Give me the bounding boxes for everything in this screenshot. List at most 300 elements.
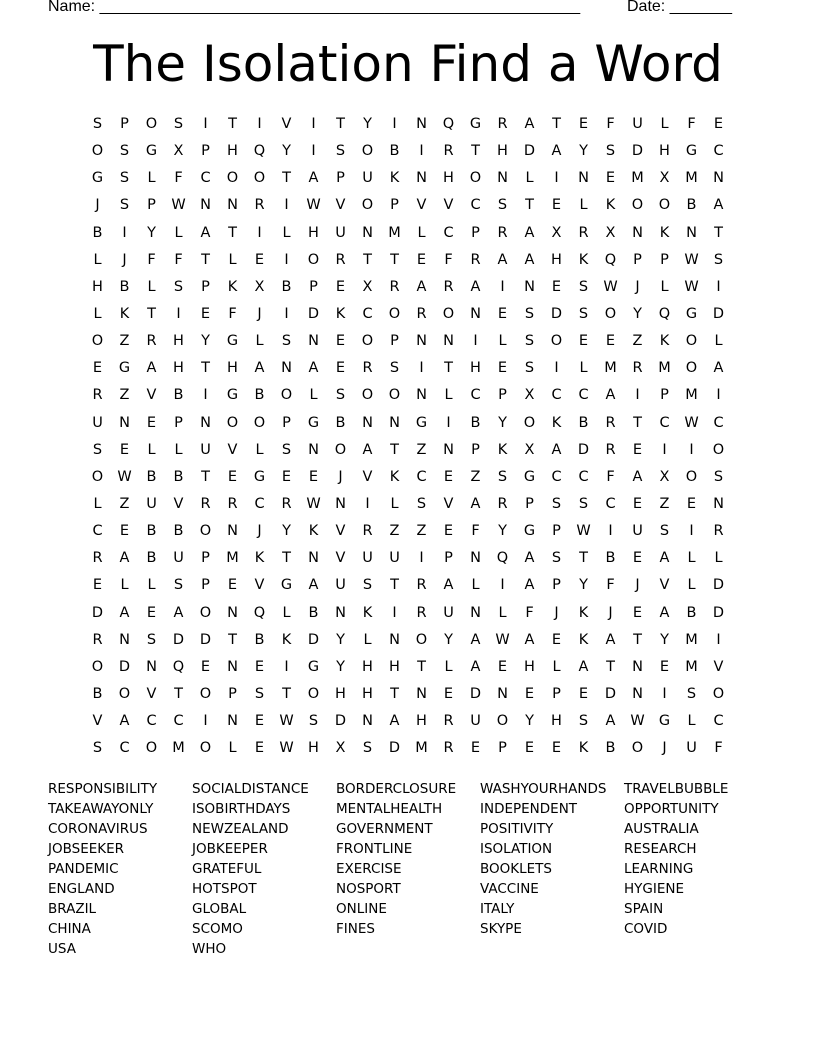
grid-letter[interactable]: G [523, 468, 536, 485]
grid-letter[interactable]: V [416, 197, 427, 214]
grid-letter[interactable]: D [199, 631, 212, 648]
grid-letter[interactable]: N [632, 685, 643, 702]
grid-letter[interactable]: A [605, 387, 616, 404]
grid-letter[interactable]: H [308, 740, 319, 757]
grid-letter[interactable]: S [497, 468, 508, 485]
grid-letter[interactable]: O [199, 604, 212, 621]
grid-letter[interactable]: N [578, 170, 589, 187]
grid-letter[interactable]: W [684, 414, 699, 431]
grid-letter[interactable]: R [443, 713, 454, 730]
grid-letter[interactable]: B [254, 631, 265, 648]
grid-letter[interactable]: R [632, 360, 643, 377]
grid-letter[interactable]: K [389, 170, 400, 187]
grid-letter[interactable]: N [632, 658, 643, 675]
grid-letter[interactable]: S [524, 333, 535, 350]
grid-letter[interactable]: K [659, 333, 670, 350]
grid-letter[interactable]: V [146, 387, 157, 404]
grid-letter[interactable]: O [118, 685, 131, 702]
grid-letter[interactable]: G [91, 170, 104, 187]
grid-letter[interactable]: E [605, 333, 616, 350]
grid-letter[interactable]: O [199, 523, 212, 540]
grid-letter[interactable]: S [281, 441, 292, 458]
grid-letter[interactable]: C [470, 387, 481, 404]
grid-letter[interactable]: E [443, 685, 454, 702]
grid-letter[interactable]: I [635, 387, 640, 404]
grid-letter[interactable]: D [712, 305, 725, 322]
grid-letter[interactable]: J [635, 577, 640, 594]
grid-letter[interactable]: D [523, 143, 536, 160]
grid-letter[interactable]: L [93, 495, 102, 512]
grid-letter[interactable]: L [687, 550, 696, 567]
grid-letter[interactable]: F [228, 305, 237, 322]
grid-letter[interactable]: O [253, 414, 266, 431]
grid-letter[interactable]: E [92, 577, 103, 594]
grid-letter[interactable]: C [146, 713, 157, 730]
grid-letter[interactable]: R [416, 604, 427, 621]
grid-letter[interactable]: N [416, 116, 427, 132]
grid-letter[interactable]: S [578, 305, 589, 322]
grid-letter[interactable]: O [91, 143, 104, 160]
grid-letter[interactable]: B [254, 387, 265, 404]
grid-letter[interactable]: C [443, 224, 454, 241]
grid-letter[interactable]: N [119, 631, 130, 648]
grid-letter[interactable]: U [335, 224, 346, 241]
grid-letter[interactable]: L [147, 577, 156, 594]
grid-letter[interactable]: A [254, 360, 265, 377]
grid-letter[interactable]: T [633, 631, 642, 648]
grid-letter[interactable]: F [687, 116, 696, 132]
grid-letter[interactable]: H [389, 658, 400, 675]
grid-letter[interactable]: G [685, 143, 698, 160]
grid-letter[interactable]: F [606, 116, 615, 132]
grid-letter[interactable]: S [146, 631, 157, 648]
grid-letter[interactable]: X [173, 143, 184, 160]
grid-letter[interactable]: R [497, 116, 508, 132]
grid-letter[interactable]: J [635, 278, 640, 295]
grid-letter[interactable]: E [497, 360, 508, 377]
grid-letter[interactable]: V [254, 577, 265, 594]
grid-letter[interactable]: T [201, 468, 210, 485]
grid-letter[interactable]: P [552, 685, 561, 702]
grid-letter[interactable]: B [119, 278, 130, 295]
grid-letter[interactable]: G [226, 333, 239, 350]
grid-letter[interactable]: G [280, 577, 293, 594]
grid-letter[interactable]: G [523, 523, 536, 540]
grid-letter[interactable]: Y [363, 116, 372, 132]
grid-letter[interactable]: T [606, 658, 615, 675]
grid-letter[interactable]: E [551, 740, 562, 757]
grid-letter[interactable]: U [443, 604, 454, 621]
grid-letter[interactable]: E [605, 170, 616, 187]
grid-letter[interactable]: E [551, 197, 562, 214]
grid-letter[interactable]: V [362, 468, 373, 485]
grid-letter[interactable]: A [524, 251, 535, 268]
grid-letter[interactable]: B [146, 523, 157, 540]
grid-letter[interactable]: E [335, 360, 346, 377]
grid-letter[interactable]: Z [389, 523, 400, 540]
grid-letter[interactable]: L [309, 387, 318, 404]
grid-letter[interactable]: I [716, 387, 721, 404]
grid-letter[interactable]: A [470, 658, 481, 675]
grid-letter[interactable]: L [282, 224, 291, 241]
grid-letter[interactable]: L [147, 170, 156, 187]
grid-letter[interactable]: U [173, 550, 184, 567]
grid-letter[interactable]: I [284, 197, 289, 214]
grid-letter[interactable]: C [659, 414, 670, 431]
grid-letter[interactable]: S [389, 360, 400, 377]
grid-letter[interactable]: O [361, 387, 374, 404]
grid-letter[interactable]: A [524, 631, 535, 648]
grid-letter[interactable]: Y [282, 523, 291, 540]
grid-letter[interactable]: N [308, 550, 319, 567]
grid-letter[interactable]: A [659, 604, 670, 621]
grid-letter[interactable]: F [606, 468, 615, 485]
grid-letter[interactable]: N [416, 170, 427, 187]
grid-letter[interactable]: R [335, 251, 346, 268]
grid-letter[interactable]: D [172, 631, 185, 648]
grid-letter[interactable]: E [146, 604, 157, 621]
grid-letter[interactable]: N [227, 713, 238, 730]
grid-letter[interactable]: W [684, 251, 699, 268]
grid-letter[interactable]: I [716, 278, 721, 295]
grid-letter[interactable]: X [254, 278, 265, 295]
grid-letter[interactable]: R [443, 278, 454, 295]
grid-letter[interactable]: G [415, 414, 428, 431]
grid-letter[interactable]: B [146, 468, 157, 485]
grid-letter[interactable]: A [308, 170, 319, 187]
grid-letter[interactable]: E [578, 333, 589, 350]
grid-letter[interactable]: Q [442, 116, 455, 132]
grid-letter[interactable]: A [362, 441, 373, 458]
grid-letter[interactable]: K [578, 631, 589, 648]
grid-letter[interactable]: T [174, 685, 183, 702]
grid-letter[interactable]: O [307, 251, 320, 268]
grid-letter[interactable]: S [605, 143, 616, 160]
grid-letter[interactable]: Y [525, 713, 534, 730]
grid-letter[interactable]: K [362, 604, 373, 621]
grid-letter[interactable]: O [253, 170, 266, 187]
grid-letter[interactable]: B [335, 414, 346, 431]
grid-letter[interactable]: O [334, 441, 347, 458]
grid-letter[interactable]: T [552, 116, 561, 132]
grid-letter[interactable]: M [172, 740, 185, 757]
grid-letter[interactable]: H [335, 685, 346, 702]
grid-letter[interactable]: X [551, 224, 562, 241]
grid-letter[interactable]: E [632, 604, 643, 621]
grid-letter[interactable]: V [659, 577, 670, 594]
grid-letter[interactable]: C [713, 143, 724, 160]
grid-letter[interactable]: F [714, 740, 723, 757]
grid-letter[interactable]: H [470, 360, 481, 377]
grid-letter[interactable]: K [281, 631, 292, 648]
grid-letter[interactable]: S [281, 333, 292, 350]
grid-letter[interactable]: T [390, 685, 399, 702]
grid-letter[interactable]: A [551, 143, 562, 160]
grid-letter[interactable]: N [470, 604, 481, 621]
grid-letter[interactable]: L [660, 278, 669, 295]
grid-letter[interactable]: R [362, 523, 373, 540]
grid-letter[interactable]: A [524, 224, 535, 241]
grid-letter[interactable]: E [92, 360, 103, 377]
grid-letter[interactable]: D [604, 685, 617, 702]
grid-letter[interactable]: O [145, 116, 158, 132]
grid-letter[interactable]: E [254, 740, 265, 757]
grid-letter[interactable]: J [554, 604, 559, 621]
grid-letter[interactable]: E [443, 468, 454, 485]
grid-letter[interactable]: L [390, 495, 399, 512]
grid-letter[interactable]: R [497, 495, 508, 512]
grid-letter[interactable]: A [659, 550, 670, 567]
grid-letter[interactable]: O [145, 740, 158, 757]
grid-letter[interactable]: Y [579, 143, 588, 160]
grid-letter[interactable]: R [92, 631, 103, 648]
grid-letter[interactable]: R [281, 495, 292, 512]
grid-letter[interactable]: A [497, 251, 508, 268]
grid-letter[interactable]: P [309, 278, 318, 295]
grid-letter[interactable]: X [659, 170, 670, 187]
grid-letter[interactable]: R [227, 495, 238, 512]
grid-letter[interactable]: N [227, 197, 238, 214]
grid-letter[interactable]: S [119, 143, 130, 160]
grid-letter[interactable]: L [363, 631, 372, 648]
grid-letter[interactable]: J [257, 523, 262, 540]
grid-letter[interactable]: E [254, 251, 265, 268]
grid-letter[interactable]: P [471, 441, 480, 458]
grid-letter[interactable]: P [498, 740, 507, 757]
grid-letter[interactable]: R [416, 577, 427, 594]
grid-letter[interactable]: I [500, 577, 505, 594]
grid-letter[interactable]: O [685, 360, 698, 377]
grid-letter[interactable]: X [362, 278, 373, 295]
grid-letter[interactable]: T [282, 550, 291, 567]
grid-letter[interactable]: G [226, 387, 239, 404]
grid-letter[interactable]: S [335, 143, 346, 160]
grid-letter[interactable]: B [389, 143, 400, 160]
grid-letter[interactable]: Q [253, 143, 266, 160]
grid-letter[interactable]: H [173, 360, 184, 377]
grid-letter[interactable]: L [120, 577, 129, 594]
grid-letter[interactable]: L [660, 116, 669, 132]
grid-letter[interactable]: L [255, 333, 264, 350]
grid-letter[interactable]: R [497, 224, 508, 241]
grid-letter[interactable]: V [92, 713, 103, 730]
grid-letter[interactable]: N [281, 360, 292, 377]
grid-letter[interactable]: K [389, 468, 400, 485]
grid-letter[interactable]: Y [336, 631, 345, 648]
grid-letter[interactable]: B [686, 197, 697, 214]
grid-letter[interactable]: W [603, 278, 618, 295]
grid-letter[interactable]: S [308, 713, 319, 730]
grid-letter[interactable]: R [362, 360, 373, 377]
grid-letter[interactable]: U [632, 116, 643, 132]
grid-letter[interactable]: Q [658, 305, 671, 322]
grid-letter[interactable]: S [362, 740, 373, 757]
grid-letter[interactable]: L [552, 658, 561, 675]
grid-letter[interactable]: P [228, 685, 237, 702]
grid-letter[interactable]: B [173, 387, 184, 404]
grid-letter[interactable]: I [284, 305, 289, 322]
grid-letter[interactable]: I [176, 305, 181, 322]
grid-letter[interactable]: A [524, 116, 535, 132]
grid-letter[interactable]: E [254, 658, 265, 675]
grid-letter[interactable]: X [659, 468, 670, 485]
grid-letter[interactable]: V [713, 658, 724, 675]
grid-letter[interactable]: D [712, 577, 725, 594]
grid-letter[interactable]: I [419, 550, 424, 567]
grid-letter[interactable]: O [91, 468, 104, 485]
grid-letter[interactable]: D [388, 740, 401, 757]
grid-letter[interactable]: E [335, 333, 346, 350]
grid-letter[interactable]: Z [659, 495, 670, 512]
grid-letter[interactable]: E [551, 631, 562, 648]
grid-letter[interactable]: K [119, 305, 130, 322]
grid-letter[interactable]: T [228, 631, 237, 648]
grid-letter[interactable]: I [257, 224, 262, 241]
grid-letter[interactable]: L [147, 441, 156, 458]
grid-letter[interactable]: J [95, 197, 100, 214]
grid-letter[interactable]: V [281, 116, 292, 132]
grid-letter[interactable]: G [685, 305, 698, 322]
grid-letter[interactable]: V [146, 685, 157, 702]
grid-letter[interactable]: O [91, 658, 104, 675]
grid-letter[interactable]: S [659, 523, 670, 540]
grid-letter[interactable]: I [365, 495, 370, 512]
grid-letter[interactable]: D [91, 604, 104, 621]
grid-letter[interactable]: H [362, 685, 373, 702]
grid-letter[interactable]: Z [416, 523, 427, 540]
grid-letter[interactable]: I [419, 360, 424, 377]
grid-letter[interactable]: U [686, 740, 697, 757]
grid-letter[interactable]: J [122, 251, 127, 268]
grid-letter[interactable]: N [497, 685, 508, 702]
grid-letter[interactable]: E [443, 523, 454, 540]
grid-letter[interactable]: H [308, 224, 319, 241]
grid-letter[interactable]: K [335, 305, 346, 322]
grid-letter[interactable]: A [119, 550, 130, 567]
grid-letter[interactable]: Y [660, 631, 669, 648]
grid-letter[interactable]: C [578, 387, 589, 404]
grid-letter[interactable]: V [443, 197, 454, 214]
grid-letter[interactable]: G [118, 360, 131, 377]
grid-letter[interactable]: E [578, 116, 589, 132]
grid-letter[interactable]: V [443, 495, 454, 512]
grid-letter[interactable]: D [712, 604, 725, 621]
grid-letter[interactable]: M [415, 740, 428, 757]
grid-letter[interactable]: S [119, 197, 130, 214]
grid-letter[interactable]: X [605, 224, 616, 241]
grid-letter[interactable]: A [119, 713, 130, 730]
grid-letter[interactable]: A [389, 713, 400, 730]
grid-letter[interactable]: K [605, 197, 616, 214]
grid-letter[interactable]: A [470, 631, 481, 648]
grid-letter[interactable]: S [92, 441, 103, 458]
grid-letter[interactable]: A [416, 278, 427, 295]
grid-letter[interactable]: K [578, 740, 589, 757]
grid-letter[interactable]: H [362, 658, 373, 675]
grid-letter[interactable]: G [307, 658, 320, 675]
grid-letter[interactable]: O [226, 414, 239, 431]
grid-letter[interactable]: F [525, 604, 534, 621]
grid-letter[interactable]: N [443, 441, 454, 458]
grid-letter[interactable]: L [282, 604, 291, 621]
grid-letter[interactable]: Z [119, 387, 130, 404]
grid-letter[interactable]: M [388, 224, 401, 241]
grid-letter[interactable]: H [551, 713, 562, 730]
grid-letter[interactable]: L [444, 387, 453, 404]
grid-letter[interactable]: A [578, 658, 589, 675]
grid-letter[interactable]: X [524, 441, 535, 458]
grid-letter[interactable]: T [201, 251, 210, 268]
grid-letter[interactable]: E [200, 305, 211, 322]
grid-letter[interactable]: E [632, 550, 643, 567]
grid-letter[interactable]: O [199, 685, 212, 702]
grid-letter[interactable]: Q [253, 604, 266, 621]
grid-letter[interactable]: K [551, 414, 562, 431]
grid-letter[interactable]: E [227, 577, 238, 594]
grid-letter[interactable]: E [281, 468, 292, 485]
grid-letter[interactable]: C [119, 740, 130, 757]
grid-letter[interactable]: P [552, 523, 561, 540]
grid-letter[interactable]: R [146, 333, 157, 350]
grid-letter[interactable]: B [686, 604, 697, 621]
grid-letter[interactable]: R [92, 550, 103, 567]
grid-letter[interactable]: J [608, 604, 613, 621]
grid-letter[interactable]: F [147, 251, 156, 268]
grid-letter[interactable]: Y [336, 658, 345, 675]
grid-letter[interactable]: T [471, 143, 480, 160]
grid-letter[interactable]: W [630, 713, 645, 730]
grid-letter[interactable]: W [495, 631, 510, 648]
grid-letter[interactable]: V [335, 197, 346, 214]
grid-letter[interactable]: S [173, 116, 184, 132]
grid-letter[interactable]: S [497, 197, 508, 214]
grid-letter[interactable]: C [605, 495, 616, 512]
grid-letter[interactable]: M [685, 658, 698, 675]
grid-letter[interactable]: P [282, 414, 291, 431]
grid-letter[interactable]: A [146, 360, 157, 377]
grid-letter[interactable]: S [416, 495, 427, 512]
grid-letter[interactable]: I [689, 441, 694, 458]
grid-letter[interactable]: C [173, 713, 184, 730]
grid-letter[interactable]: P [201, 577, 210, 594]
grid-letter[interactable]: W [171, 197, 186, 214]
grid-letter[interactable]: B [281, 278, 292, 295]
grid-letter[interactable]: B [173, 468, 184, 485]
grid-letter[interactable]: N [389, 631, 400, 648]
grid-letter[interactable]: I [311, 143, 316, 160]
grid-letter[interactable]: U [632, 523, 643, 540]
grid-letter[interactable]: O [361, 143, 374, 160]
grid-letter[interactable]: B [605, 550, 616, 567]
grid-letter[interactable]: E [524, 740, 535, 757]
grid-letter[interactable]: I [446, 414, 451, 431]
grid-letter[interactable]: S [578, 278, 589, 295]
grid-letter[interactable]: E [119, 523, 130, 540]
grid-letter[interactable]: V [227, 441, 238, 458]
grid-letter[interactable]: H [173, 333, 184, 350]
grid-letter[interactable]: S [524, 360, 535, 377]
grid-letter[interactable]: W [279, 713, 294, 730]
grid-letter[interactable]: L [714, 333, 723, 350]
grid-letter[interactable]: O [307, 685, 320, 702]
grid-letter[interactable]: T [390, 251, 399, 268]
grid-letter[interactable]: L [579, 360, 588, 377]
grid-letter[interactable]: Q [172, 658, 185, 675]
grid-letter[interactable]: R [200, 495, 211, 512]
grid-letter[interactable]: L [255, 441, 264, 458]
grid-letter[interactable]: S [713, 251, 724, 268]
grid-letter[interactable]: T [444, 360, 453, 377]
